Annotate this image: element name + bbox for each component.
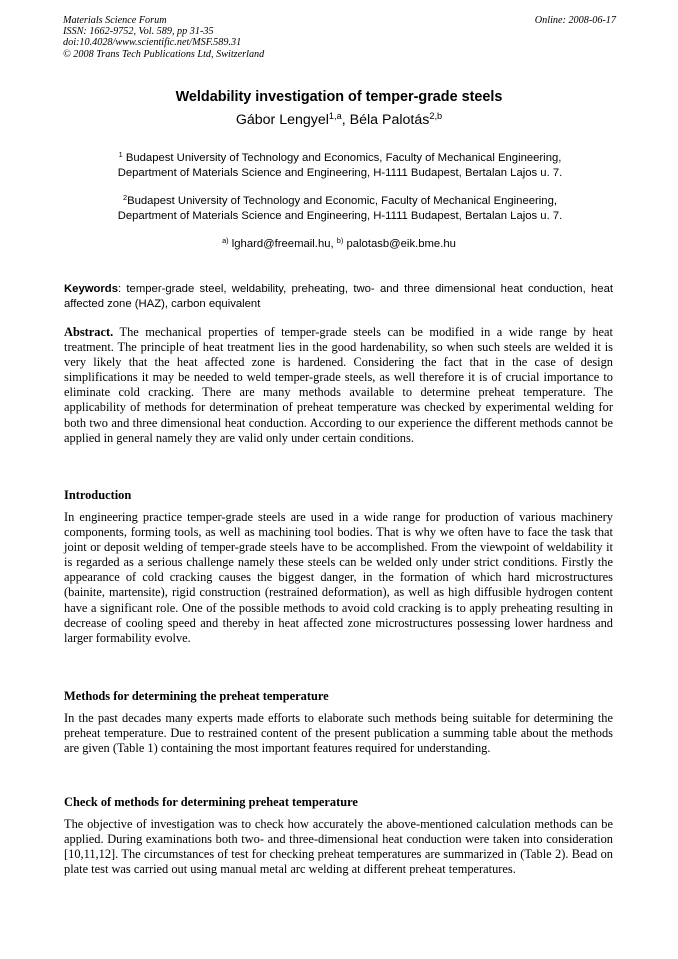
online-date: Online: 2008-06-17 (534, 15, 616, 26)
check-heading: Check of methods for determining preheat temperature (64, 795, 358, 809)
email-line (0, 235, 678, 250)
author-2: Béla Palotás (349, 112, 430, 128)
author-separator: , (341, 112, 350, 128)
abstract-text: The mechanical properties of temper-grade steels can be modified in a wide range by heat treatment. The principle of heat treatment lies in the good hardenability, so when such steels are welded it is very likely that the heat affected zone is hardened. Considering the fact that in the case of design simplifications it may be needed to weld temper-grade steels, as well therefore it is of crucial importance to eliminate cold cracking. There are many methods available to determine preheat temperature. The applicability of methods for determination of preheat temperature was checked by experimental welding for both two and three dimensional heat conduction. According to our experience the different methods cannot be applied in general namely they are valid only under certain conditions. (64, 325, 613, 445)
keywords-text: : temper-grade steel, weldability, preheating, two- and three dimensional heat conduction, heat affected zone (HAZ), carbon equivalent (64, 283, 613, 310)
author-line (0, 112, 678, 128)
email-a-marker: a) (222, 235, 229, 245)
affiliation-2-line-2: Department of Materials Science and Engineering, H-1111 Budapest, Bertalan Lajos u. 7. (117, 210, 563, 222)
paper-title: Weldability investigation of temper-grade steels (175, 89, 503, 105)
check-text: The objective of investigation was to check how accurately the above-mentioned calculation methods can be applied. During examinations both two- and three-dimensional heat conduction were taken into consideration [10,11,12]. The circumstances of test for checking preheat temperatures are summarized in (Table 2). Bead on plate test was carried out using manual metal arc welding at different preheat temperatures. (64, 817, 613, 877)
email-separator: , (330, 238, 337, 250)
issn-line: ISSN: 1662-9752, Vol. 589, pp 31-35 (63, 26, 214, 38)
keywords-label: Keywords (64, 283, 118, 295)
affiliation-1-line-2: Department of Materials Science and Engineering, H-1111 Budapest, Bertalan Lajos u. 7. (117, 167, 563, 179)
author-1-marker: 1,a (328, 110, 342, 121)
email-b[interactable]: palotasb@eik.bme.hu (346, 238, 456, 250)
copyright-line: © 2008 Trans Tech Publications Ltd, Switzerland (63, 48, 265, 60)
affiliation-2 (60, 194, 620, 224)
affiliation-2-line-1: Budapest University of Technology and Economic, Faculty of Mechanical Engineering, (127, 195, 558, 207)
affiliation-1-number: 1 (118, 149, 123, 159)
email-a[interactable]: lghard@freemail.hu (231, 238, 331, 250)
doi-line[interactable]: doi:10.4028/www.scientific.net/MSF.589.31 (63, 37, 242, 49)
abstract (64, 325, 613, 446)
introduction-heading: Introduction (64, 488, 132, 502)
methods-text: In the past decades many experts made efforts to elaborate such methods being suitable for determining the preheat temperature. Due to restrained content of the present publication a summing table about the methods are given (Table 1) containing the most important features required for understanding. (64, 711, 613, 756)
introduction-text: In engineering practice temper-grade steels are used in a wide range for production of various machinery components, forming tools, as well as machining tool bodies. That is why we often have to face the task that joint or deposit welding of temper-grade steels have to be accomplished. From the viewpoint of weldability it is regarded as a serious challenge namely these steels can be welded only under strict conditions. Firstly the appearance of cold cracking causes the biggest danger, in the formation of which hard microstructures (bainite, martensite), rigid construction (restrained deformation), as well as high diffusible hydrogen content have a significant role. One of the possible methods to avoid cold cracking is to apply preheating resulting in decrease of cooling speed and thereby in heat affected zone microstructures possessing lower hardness and larger formability evolve. (64, 510, 613, 645)
journal-info (63, 15, 264, 60)
journal-name: Materials Science Forum (63, 15, 167, 26)
abstract-label: Abstract. (64, 325, 114, 339)
author-1: Gábor Lengyel (235, 112, 329, 128)
methods-heading: Methods for determining the preheat temperature (64, 689, 329, 703)
affiliation-1 (60, 151, 620, 181)
email-b-marker: b) (336, 235, 344, 245)
affiliation-2-number: 2 (122, 192, 128, 202)
affiliation-1-line-1: Budapest University of Technology and Economics, Faculty of Mechanical Engineering, (125, 152, 562, 164)
author-2-marker: 2,b (429, 110, 443, 121)
keywords (64, 282, 613, 312)
